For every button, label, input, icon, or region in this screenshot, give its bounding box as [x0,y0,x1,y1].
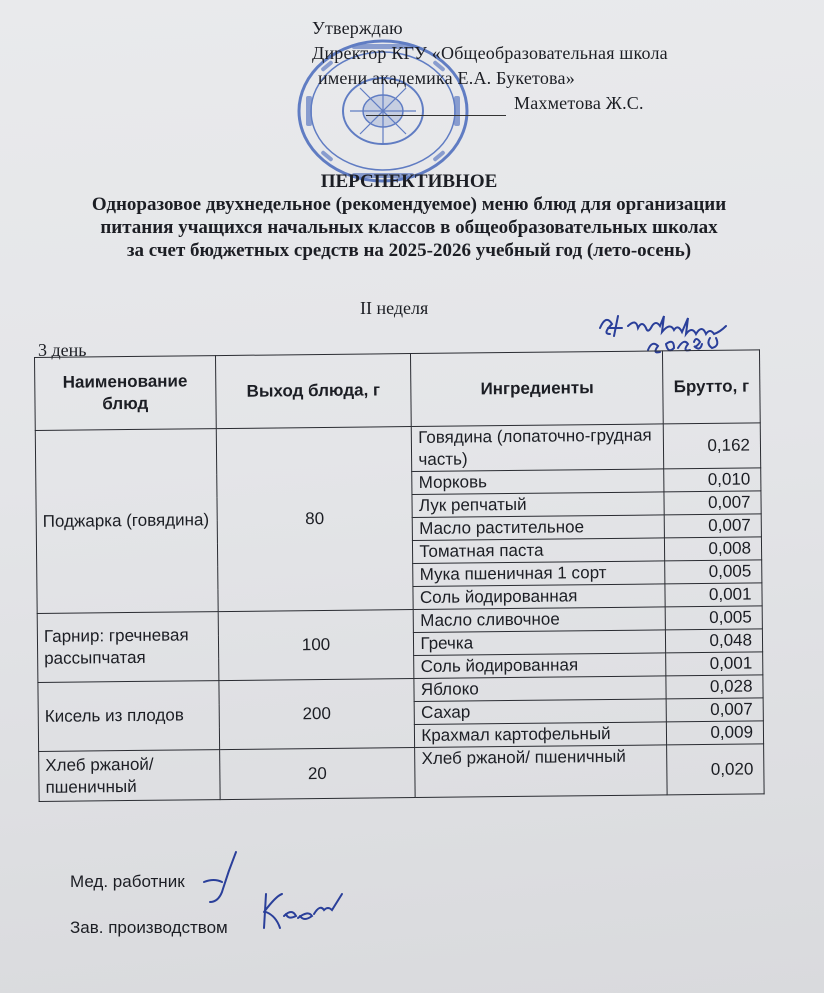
ingredient-name: Говядина (лопаточно-грудная часть) [412,424,664,472]
menu-table [34,349,765,802]
ingredient-name: Мука пшеничная 1 сорт [413,561,665,587]
signature-blank [366,115,506,116]
ingredient-name: Хлеб ржаной/ пшеничный [415,745,667,798]
ingredient-brutto: 0,008 [665,537,762,561]
ingredient-brutto: 0,028 [666,675,763,699]
dish-name: Гарнир: гречневая рассыпчатая [37,612,218,683]
ingredient-name: Сахар [415,699,667,725]
table-row [39,744,764,802]
ingredient-brutto: 0,009 [667,721,764,745]
table-header-row [35,350,761,431]
approval-signer: Махметова Ж.С. [514,93,644,113]
ingredient-name: Яблоко [414,676,666,702]
dish-yield: 20 [219,748,415,800]
handwritten-date [592,298,792,358]
dish-name: Кисель из плодов [38,681,219,752]
dish-name: Поджарка (говядина) [35,429,217,614]
ingredient-brutto: 0,020 [667,744,764,795]
col-header-brutto: Брутто, г [663,350,761,424]
ingredient-name: Крахмал картофельный [415,722,667,748]
title-line-1: ПЕРСПЕКТИВНОЕ [320,171,498,192]
ingredient-name: Лук репчатый [412,492,664,518]
dish-yield: 80 [216,427,414,612]
title-line-2: Одноразовое двухнедельное (рекомендуемое) меню блюд для организации [91,194,727,215]
dish-yield: 200 [218,679,415,750]
ingredient-brutto: 0,007 [664,491,761,515]
approval-block [312,16,668,116]
ingredient-brutto: 0,005 [665,606,762,630]
approval-director: Директор КГУ «Общеобразовательная школа [312,43,668,63]
ingredient-brutto: 0,007 [664,514,761,538]
ingredient-name: Масло растительное [413,515,665,541]
ingredient-name: Соль йодированная [413,584,665,610]
chef-label: Зав. производством [70,918,228,937]
ingredient-name: Морковь [412,469,664,495]
col-header-dish: Наименование блюд [35,356,216,431]
ingredient-name: Томатная паста [413,538,665,564]
table-row [35,423,760,476]
ingredient-brutto: 0,007 [666,698,763,722]
med-worker-signature [200,848,246,908]
ingredient-name: Соль йодированная [414,653,666,679]
day-label: 3 день [38,340,87,360]
ingredient-name: Гречка [414,630,666,656]
approval-school: имени академика Е.А. Букетова» [318,68,575,88]
chef-signature [258,888,348,934]
ingredient-brutto: 0,005 [665,560,762,584]
approval-heading: Утверждаю [312,18,403,38]
ingredient-brutto: 0,001 [666,652,763,676]
ingredient-brutto: 0,001 [665,583,762,607]
col-header-yield: Выход блюда, г [215,354,412,429]
title-line-4: за счет бюджетных средств на 2025-2026 учебный год (лето-осень) [126,240,692,261]
ingredient-name: Масло сливочное [414,607,666,633]
med-worker-label: Мед. работник [70,872,185,891]
document-title [24,170,794,262]
col-header-ingredients: Ингредиенты [411,351,664,427]
ingredient-brutto: 0,048 [666,629,763,653]
dish-yield: 100 [218,610,415,681]
ingredient-brutto: 0,162 [663,423,760,469]
week-label: II неделя [360,298,429,318]
dish-name: Хлеб ржаной/ пшеничный [39,750,220,802]
approval-signature-line [312,91,668,116]
ingredient-brutto: 0,010 [664,468,761,492]
title-line-3: питания учащихся начальных классов в общеобразовательных школах [100,217,718,238]
